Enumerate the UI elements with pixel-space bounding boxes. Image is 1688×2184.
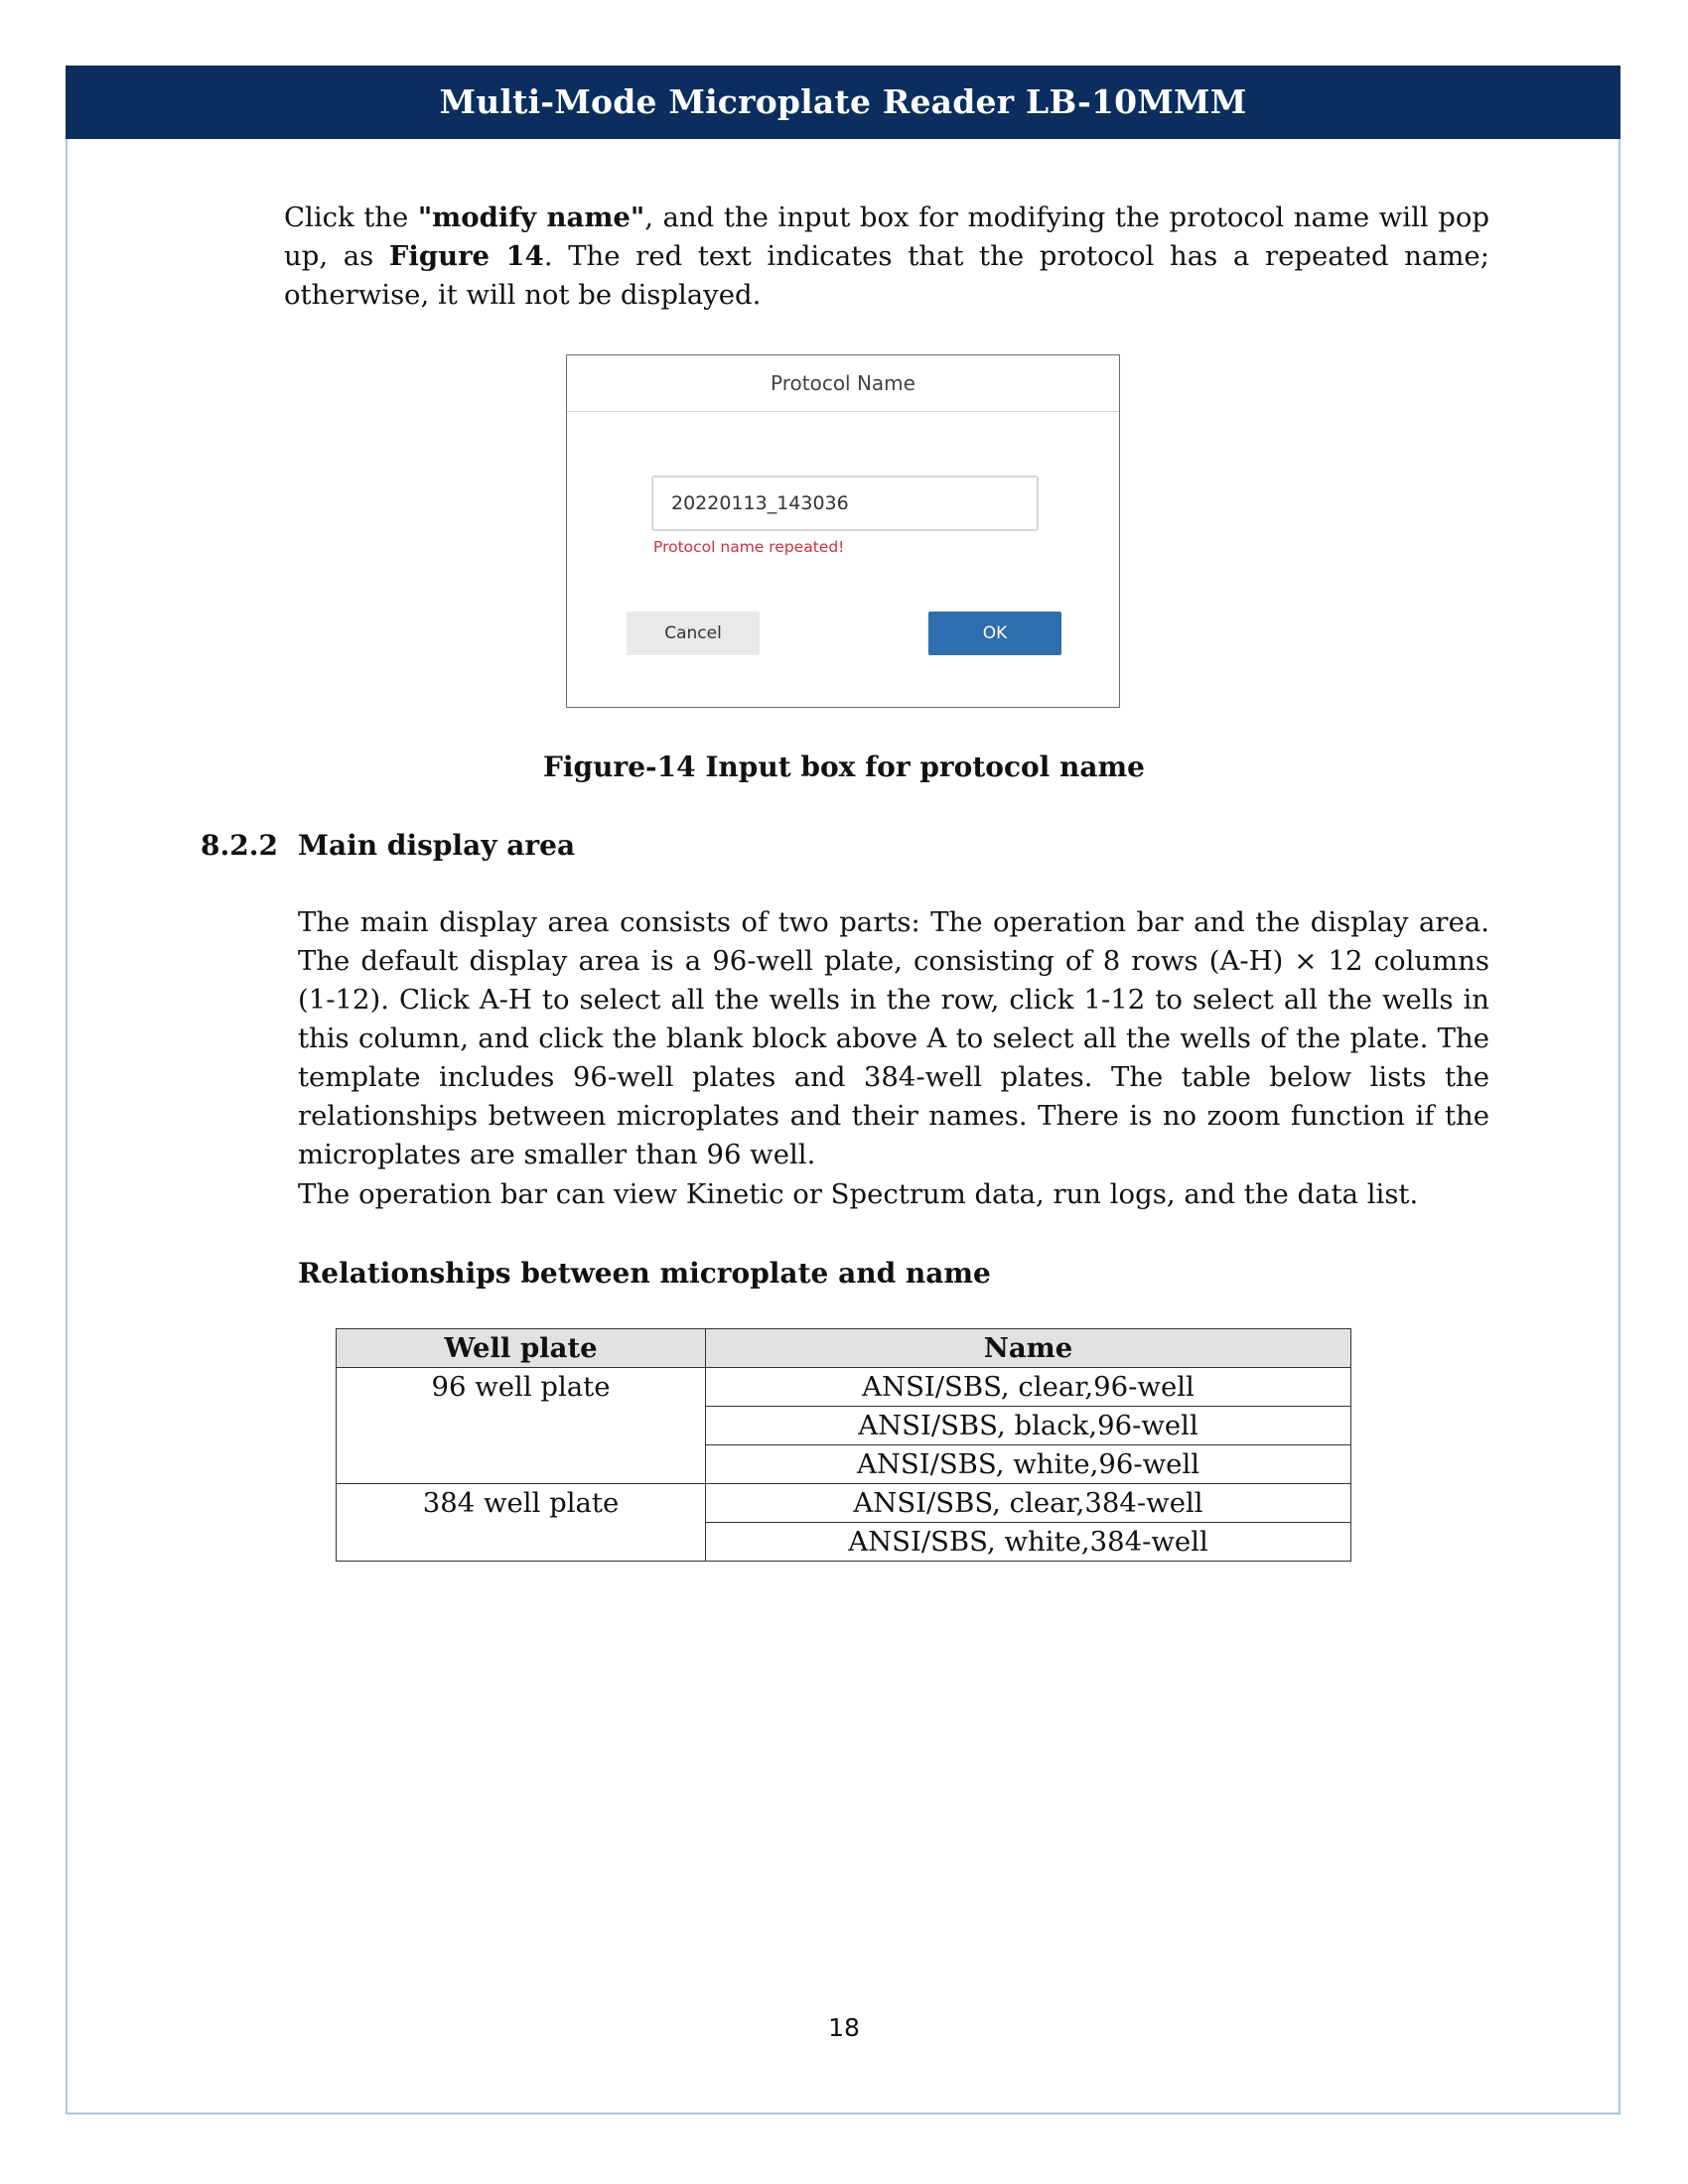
header-name: Name — [706, 1329, 1351, 1368]
plate-cell: 96 well plate — [337, 1368, 706, 1484]
protocol-name-input[interactable] — [651, 476, 1039, 531]
name-cell: ANSI/SBS, white,384-well — [706, 1523, 1351, 1562]
table-title: Relationships between microplate and name — [298, 1257, 991, 1290]
intro-paragraph: Click the "modify name", and the input box for modifying the protocol name will pop up, as Figure 14. The red text indicates that the protocol has a repeated name; otherwise, it will not be displayed. — [284, 202, 1490, 311]
table-row — [337, 1484, 1351, 1523]
microplate-name-table — [336, 1328, 1351, 1562]
section-number: 8.2.2 — [201, 829, 278, 862]
name-cell: ANSI/SBS, black,96-well — [706, 1407, 1351, 1445]
dialog-title: Protocol Name — [567, 355, 1119, 412]
header-well-plate: Well plate — [337, 1329, 706, 1368]
page-number: 18 — [828, 2013, 860, 2042]
document-header: Multi-Mode Microplate Reader LB-10MMM — [66, 66, 1620, 139]
figure-reference: Figure 14 — [388, 240, 544, 272]
cancel-button[interactable]: Cancel — [627, 612, 760, 655]
figure-caption: Figure-14 Input box for protocol name — [542, 751, 1145, 783]
ok-button[interactable]: OK — [928, 612, 1061, 655]
modify-name-emphasis: "modify name" — [417, 202, 645, 233]
name-cell: ANSI/SBS, clear,96-well — [706, 1368, 1351, 1407]
body-paragraph: The main display area consists of two parts: The operation bar and the display area. The default display area is a 96-well plate, consisting of 8 rows (A-H) × 12 columns (1-12). Click A-H to select all the wells in the row, click 1-12 to select all the wells in this column, and click the blank block above A to select all the wells of the plate. The template includes 96-well plates and 384-well plates. The table below lists the relationships between microplates and their names. There is no zoom function if the microplates are smaller than 96 well. — [298, 906, 1489, 1170]
name-cell: ANSI/SBS, white,96-well — [706, 1445, 1351, 1484]
section-title: Main display area — [298, 829, 576, 862]
error-message: Protocol name repeated! — [653, 538, 845, 556]
table-header-row — [337, 1329, 1351, 1368]
body-paragraph-operation-bar: The operation bar can view Kinetic or Spectrum data, run logs, and the data list. — [298, 1178, 1419, 1210]
name-cell: ANSI/SBS, clear,384-well — [706, 1484, 1351, 1523]
protocol-name-dialog — [566, 354, 1120, 708]
plate-cell: 384 well plate — [337, 1484, 706, 1562]
table-row — [337, 1368, 1351, 1407]
